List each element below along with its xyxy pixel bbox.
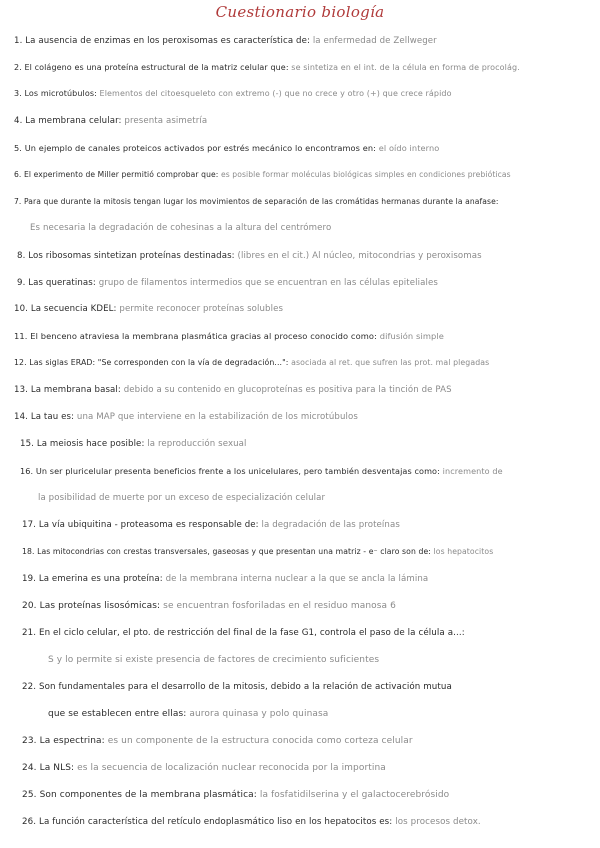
answer-text: la enfermedad de Zellweger: [312, 36, 437, 46]
question-number: 7.: [14, 197, 22, 206]
answer-text: se sintetiza en el int. de la célula en forma de procolág.: [291, 63, 520, 72]
question-9: [17, 277, 438, 289]
question-number: 22.: [22, 682, 37, 692]
question-text: La secuencia KDEL:: [30, 304, 117, 314]
answer-text: (libres en el cit.) Al núcleo, mitocondrias y peroxisomas: [237, 251, 482, 261]
question-text: que se establecen entre ellas:: [48, 709, 187, 719]
question-14: [14, 411, 358, 423]
question-3: [14, 88, 452, 100]
question-16: [20, 465, 503, 477]
question-number: 11.: [14, 331, 28, 341]
question-17: [22, 519, 400, 531]
question-15: [20, 438, 247, 450]
question-7-answer: [30, 222, 331, 234]
question-25: [22, 789, 449, 801]
question-24: [22, 762, 386, 774]
answer-text: la degradación de las proteínas: [261, 520, 400, 530]
question-22-continued: [48, 708, 328, 720]
question-number: 9.: [17, 278, 26, 288]
question-number: 16.: [20, 466, 34, 476]
question-number: 24.: [22, 763, 37, 773]
question-number: 3.: [14, 89, 22, 98]
question-number: 17.: [22, 520, 36, 530]
question-text: Un ejemplo de canales proteicos activados por estrés mecánico lo encontramos en:: [24, 143, 377, 153]
question-text: Un ser pluricelular presenta beneficios frente a los unicelulares, pero también desventajas como:: [35, 466, 440, 476]
answer-text: S y lo permite si existe presencia de factores de crecimiento suficientes: [48, 655, 380, 665]
answer-text: incremento de: [442, 466, 503, 476]
question-text: La membrana celular:: [25, 116, 122, 126]
answer-text: la posibilidad de muerte por un exceso de especialización celular: [38, 493, 326, 503]
question-number: 20.: [22, 601, 37, 611]
question-19: [22, 573, 428, 585]
question-number: 14.: [14, 412, 28, 422]
question-text: La NLS:: [39, 763, 75, 773]
question-text: Las proteínas lisosómicas:: [39, 601, 161, 611]
question-number: 26.: [22, 817, 37, 827]
page-title: Cuestionario biología: [215, 3, 385, 21]
answer-text: de la membrana interna nuclear a la que se ancla la lámina: [165, 574, 429, 584]
question-text: Son componentes de la membrana plasmática:: [39, 790, 257, 800]
question-number: 6.: [14, 170, 22, 179]
question-4: [14, 115, 207, 127]
question-text: La membrana basal:: [30, 385, 121, 395]
question-text: Las queratinas:: [28, 278, 96, 288]
answer-text: es la secuencia de localización nuclear reconocida por la importina: [77, 763, 386, 773]
question-21-answer: [48, 654, 379, 666]
question-number: 8.: [17, 251, 26, 261]
question-2: [14, 62, 520, 74]
answer-text: grupo de filamentos intermedios que se encuentran en las células epiteliales: [98, 278, 438, 288]
question-number: 15.: [20, 439, 34, 449]
answer-text: permite reconocer proteínas solubles: [119, 304, 284, 314]
question-text: Los microtúbulos:: [24, 89, 97, 98]
question-text: En el ciclo celular, el pto. de restricción del final de la fase G1, controla el paso de la célula a...:: [39, 628, 465, 638]
question-16-answer-continued: [38, 492, 325, 504]
question-13: [14, 384, 452, 396]
question-text: La tau es:: [30, 412, 75, 422]
question-12: [14, 357, 489, 369]
question-text: La función característica del retículo endoplasmático liso en los hepatocitos es:: [39, 817, 393, 827]
question-text: La ausencia de enzimas en los peroxisomas es característica de:: [25, 36, 310, 46]
answer-text: Es necesaria la degradación de cohesinas a la altura del centrómero: [30, 223, 332, 233]
question-text: La emerina es una proteína:: [38, 574, 163, 584]
question-26: [22, 816, 481, 828]
question-text: Los ribosomas sintetizan proteínas destinadas:: [28, 251, 235, 261]
question-text: Las siglas ERAD: "Se corresponden con la vía de degradación...":: [29, 358, 289, 367]
question-22: [22, 681, 452, 693]
question-number: 25.: [22, 790, 37, 800]
question-number: 1.: [14, 36, 23, 46]
question-number: 5.: [14, 143, 23, 153]
question-text: El colágeno es una proteína estructural de la matriz celular que:: [24, 63, 289, 72]
answer-text: difusión simple: [379, 331, 445, 341]
question-text: El experimento de Miller permitió comprobar que:: [23, 170, 219, 179]
question-text: La meiosis hace posible:: [36, 439, 145, 449]
answer-text: presenta asimetría: [124, 116, 208, 126]
question-10: [14, 303, 283, 315]
question-number: 10.: [14, 304, 28, 314]
question-number: 21.: [22, 628, 37, 638]
answer-text: aurora quinasa y polo quinasa: [189, 709, 329, 719]
answer-text: el oído interno: [378, 143, 440, 153]
answer-text: es posible formar moléculas biológicas simples en condiciones prebióticas: [220, 170, 511, 179]
question-11: [14, 330, 444, 342]
question-text: Para que durante la mitosis tengan lugar los movimientos de separación de las cromátidas hermanas durante la anafase:: [23, 197, 499, 206]
answer-text: Elementos del citoesqueleto con extremo (-) que no crece y otro (+) que crece rápido: [99, 89, 452, 98]
question-1: [14, 35, 437, 47]
question-23: [22, 735, 413, 747]
answer-text: se encuentran fosforiladas en el residuo manosa 6: [163, 601, 396, 611]
question-number: 18.: [22, 547, 35, 556]
answer-text: la reproducción sexual: [147, 439, 247, 449]
question-18: [22, 546, 493, 558]
question-text: El benceno atraviesa la membrana plasmática gracias al proceso conocido como:: [30, 331, 378, 341]
question-6: [14, 169, 511, 181]
question-text: Son fundamentales para el desarrollo de la mitosis, debido a la relación de activación mutua: [39, 682, 452, 692]
question-8: [17, 250, 482, 262]
answer-text: debido a su contenido en glucoproteínas es positiva para la tinción de PAS: [123, 385, 452, 395]
question-20: [22, 600, 396, 612]
question-7: [14, 196, 499, 208]
question-text: Las mitocondrias con crestas transversales, gaseosas y que presentan una matriz - e⁻ claro son de:: [37, 547, 431, 556]
answer-text: una MAP que interviene en la estabilización de los microtúbulos: [76, 412, 358, 422]
question-text: La espectrina:: [39, 736, 105, 746]
answer-text: la fosfatidilserina y el galactocerebrósido: [259, 790, 450, 800]
question-number: 23.: [22, 736, 37, 746]
question-number: 13.: [14, 385, 28, 395]
question-5: [14, 142, 439, 154]
question-number: 12.: [14, 358, 27, 367]
answer-text: los procesos detox.: [395, 817, 481, 827]
question-number: 2.: [14, 63, 22, 72]
question-number: 4.: [14, 116, 23, 126]
question-number: 19.: [22, 574, 36, 584]
answer-text: los hepatocitos: [433, 547, 494, 556]
answer-text: asociada al ret. que sufren las prot. mal plegadas: [291, 358, 490, 367]
question-21: [22, 627, 465, 639]
answer-text: es un componente de la estructura conocida como corteza celular: [107, 736, 413, 746]
question-text: La vía ubiquitina - proteasoma es responsable de:: [38, 520, 259, 530]
